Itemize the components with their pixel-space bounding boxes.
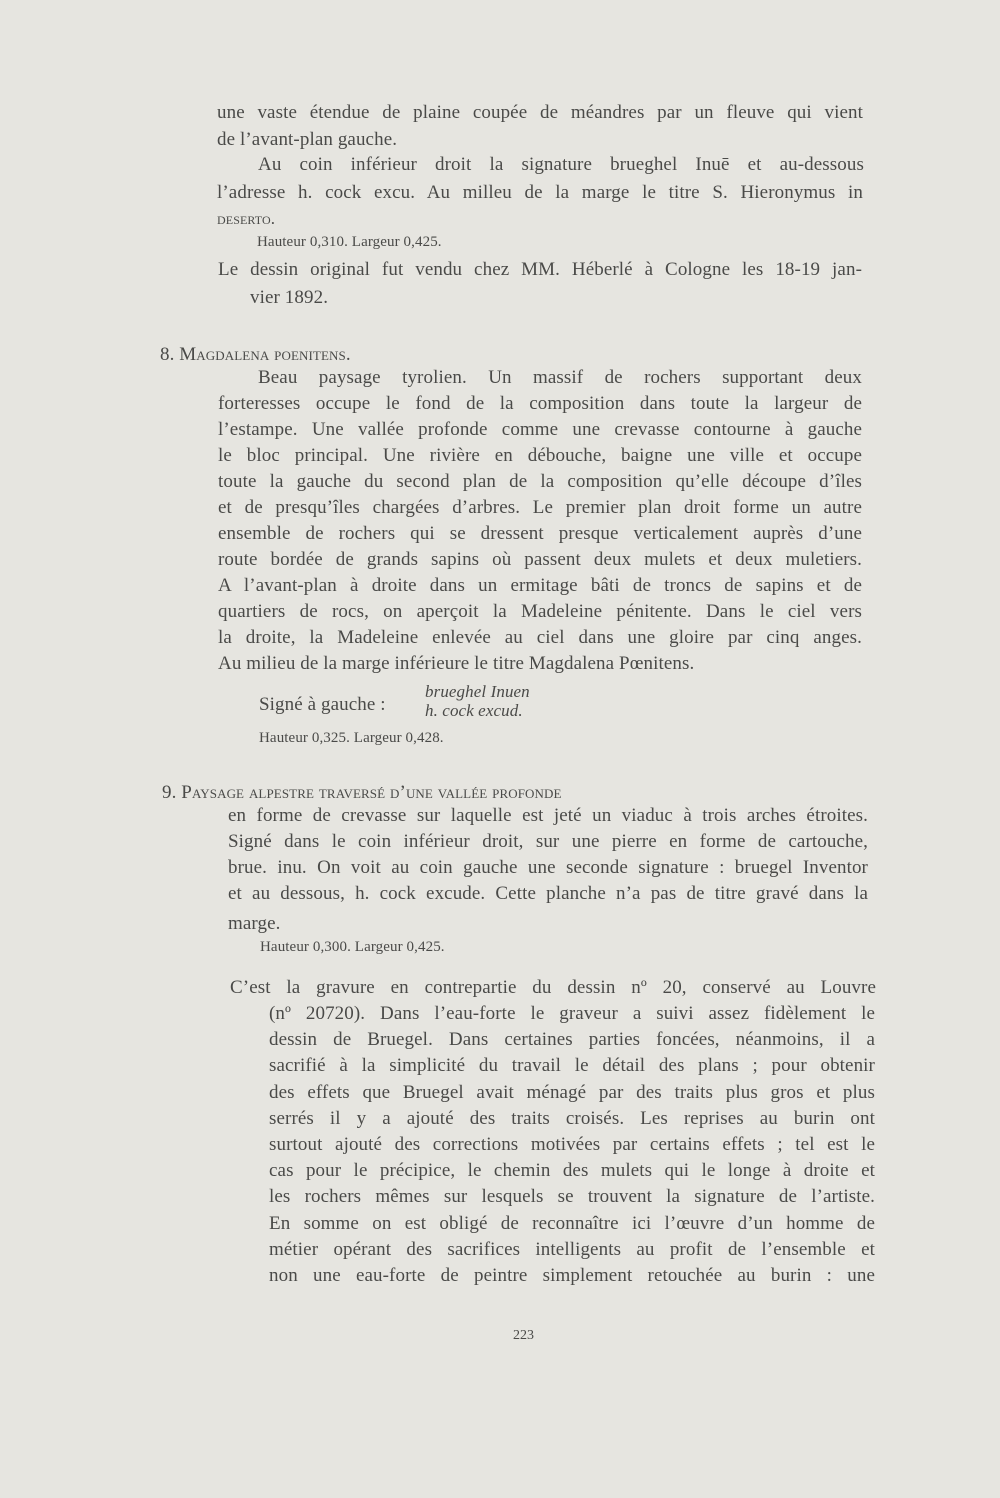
- text-line: forteresses occupe le fond de la composition dans toute la largeur de: [218, 393, 862, 414]
- text-line: l’estampe. Une vallée profonde comme une crevasse contourne à gauche: [218, 419, 862, 440]
- text-line: C’est la gravure en contrepartie du dessin nº 20, conservé au Louvre: [230, 977, 876, 998]
- text-line: vier 1892.: [250, 287, 329, 308]
- text-line: Au milieu de la marge inférieure le titre Magdalena Pœnitens.: [218, 653, 695, 674]
- text-line: les rochers mêmes sur lesquels se trouvent la signature de l’artiste.: [269, 1186, 875, 1207]
- dimensions: Hauteur 0,310. Largeur 0,425.: [257, 234, 442, 250]
- signature-line: h. cock excud.: [425, 701, 523, 720]
- text-line: route bordée de grands sapins où passent deux mulets et deux muletiers.: [218, 549, 862, 570]
- text-line: de l’avant-plan gauche.: [217, 129, 398, 150]
- text-line: en forme de crevasse sur laquelle est jeté un viaduc à trois arches étroites.: [228, 805, 868, 826]
- text-line: des effets que Bruegel avait ménagé par des traits plus gros et plus: [269, 1082, 875, 1103]
- text-line: ensemble de rochers qui se dressent presque verticalement auprès d’une: [218, 523, 862, 544]
- text-line: En somme on est obligé de reconnaître ici l’œuvre d’un homme de: [269, 1213, 875, 1234]
- signature-label: Signé à gauche :: [259, 694, 386, 715]
- text-line: Signé dans le coin inférieur droit, sur une pierre en forme de cartouche,: [228, 831, 868, 852]
- text-line: le bloc principal. Une rivière en débouche, baigne une ville et occupe: [218, 445, 862, 466]
- text-line: et au dessous, h. cock excude. Cette planche n’a pas de titre gravé dans la: [228, 883, 868, 904]
- entry-heading: 9. Paysage alpestre traversé d’une vallée profonde: [162, 782, 562, 803]
- dimensions: Hauteur 0,300. Largeur 0,425.: [260, 939, 445, 955]
- dimensions: Hauteur 0,325. Largeur 0,428.: [259, 730, 444, 746]
- text-line: quartiers de rocs, on aperçoit la Madeleine pénitente. Dans le ciel vers: [218, 601, 862, 622]
- text-line: l’adresse h. cock excu. Au milleu de la marge le titre S. Hieronymus in: [217, 182, 863, 203]
- text-line: marge.: [228, 913, 281, 934]
- text-line: dessin de Bruegel. Dans certaines parties foncées, néanmoins, il a: [269, 1029, 875, 1050]
- text-line: A l’avant-plan à droite dans un ermitage bâti de troncs de sapins et de: [218, 575, 862, 596]
- text-line: serrés il y a ajouté des traits croisés. Les reprises au burin ont: [269, 1108, 875, 1129]
- text-line: sacrifié à la simplicité du travail le détail des plans ; pour obtenir: [269, 1055, 875, 1076]
- text-line: brue. inu. On voit au coin gauche une seconde signature : bruegel Inventor: [228, 857, 868, 878]
- text-line: non une eau-forte de peintre simplement retouchée au burin : une: [269, 1265, 875, 1286]
- text-line: métier opérant des sacrifices intelligents au profit de l’ensemble et: [269, 1239, 875, 1260]
- text-line: deserto.: [217, 209, 276, 228]
- text-line: Le dessin original fut vendu chez MM. Héberlé à Cologne les 18-19 jan-: [218, 259, 862, 280]
- text-line: une vaste étendue de plaine coupée de méandres par un fleuve qui vient: [217, 102, 863, 123]
- text-line: toute la gauche du second plan de la composition qu’elle découpe d’îles: [218, 471, 862, 492]
- text-line: Beau paysage tyrolien. Un massif de rochers supportant deux: [258, 367, 862, 388]
- text-line: Au coin inférieur droit la signature brueghel Inuē et au-dessous: [258, 154, 864, 175]
- text-line: cas pour le précipice, le chemin des mulets qui le longe à droite et: [269, 1160, 875, 1181]
- text-line: la droite, la Madeleine enlevée au ciel dans une gloire par cinq anges.: [218, 627, 862, 648]
- text-line: et de presqu’îles chargées d’arbres. Le premier plan droit forme un autre: [218, 497, 862, 518]
- text-line: surtout ajouté des corrections motivées par certains effets ; tel est le: [269, 1134, 875, 1155]
- entry-heading: 8. Magdalena poenitens.: [160, 344, 351, 365]
- text-line: (nº 20720). Dans l’eau-forte le graveur a suivi assez fidèlement le: [269, 1003, 875, 1024]
- signature-line: brueghel Inuen: [425, 682, 530, 701]
- page-number: 223: [513, 1328, 534, 1343]
